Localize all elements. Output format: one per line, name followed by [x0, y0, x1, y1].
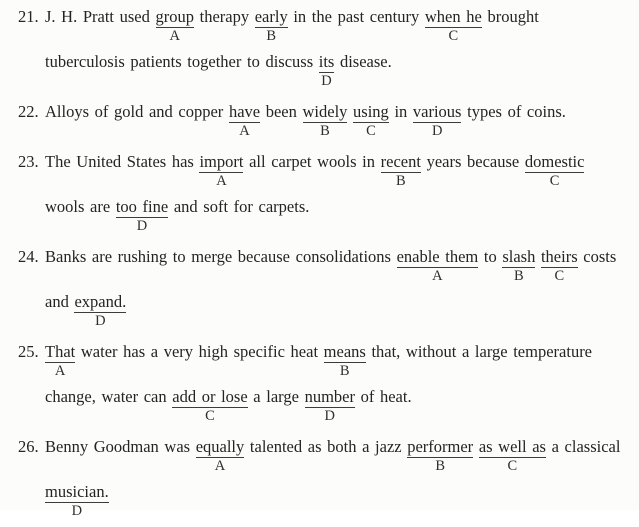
question-text-line: [45, 7, 633, 52]
phrase-text: import: [199, 152, 244, 171]
underlined-phrase: [254, 7, 288, 44]
phrase-text: equally: [195, 437, 245, 456]
choice-letter-b: B: [395, 173, 406, 189]
phrase-text: recent: [380, 152, 421, 171]
phrase-text: various: [412, 102, 462, 121]
underlined-phrase: [228, 102, 261, 139]
question-item: [18, 437, 633, 527]
choice-letter-d: D: [71, 503, 83, 519]
choice-letter-c: C: [549, 173, 560, 189]
question-item: [18, 7, 633, 97]
phrase-text: using: [353, 102, 389, 121]
underlined-phrase: [353, 102, 389, 139]
sentence-text: J. H. Pratt used: [45, 7, 156, 26]
underlined-phrase: [74, 292, 127, 329]
question-body: [45, 247, 633, 337]
underlined-phrase: [380, 152, 421, 189]
phrase-text: early: [254, 7, 288, 26]
underlined-phrase: [172, 387, 248, 424]
sentence-text: tuberculosis patients together to discuss: [45, 52, 319, 71]
phrase-text: widely: [302, 102, 348, 121]
underlined-phrase: [304, 387, 355, 424]
choice-letter-b: B: [320, 123, 330, 139]
question-item: [18, 247, 633, 337]
underlined-phrase: [199, 152, 244, 189]
choice-letter-a: A: [214, 458, 226, 474]
underlined-phrase: [407, 437, 474, 474]
choice-letter-a: A: [169, 28, 180, 44]
sentence-text: of heat.: [354, 387, 412, 406]
phrase-text: musician.: [45, 482, 109, 501]
underlined-phrase: [318, 52, 335, 89]
phrase-text: performer: [407, 437, 474, 456]
choice-letter-b: B: [514, 268, 524, 284]
question-number: 21.: [18, 7, 39, 26]
sentence-text: change, water can: [45, 387, 173, 406]
choice-letter-a: A: [54, 363, 66, 379]
sentence-text: disease.: [334, 52, 392, 71]
question-body: [45, 437, 633, 527]
choice-letter-b: B: [339, 363, 350, 379]
phrase-text: That: [45, 342, 76, 361]
phrase-text: number: [304, 387, 355, 406]
question-text-line: [45, 437, 633, 482]
phrase-text: slash: [502, 247, 536, 266]
choice-letter-a: A: [239, 123, 250, 139]
question-text-line: [45, 197, 633, 242]
sentence-text: and: [45, 292, 75, 311]
question-text-line: [45, 387, 633, 432]
phrase-text: when he: [424, 7, 482, 26]
sentence-text: a large: [247, 387, 305, 406]
sentence-text: that, without a large temperature: [365, 342, 593, 361]
underlined-phrase: [323, 342, 366, 379]
question-number: 24.: [18, 247, 39, 266]
question-item: [18, 152, 633, 242]
choice-letter-c: C: [366, 123, 376, 139]
sentence-text: Banks are rushing to merge because consolidations: [45, 247, 397, 266]
underlined-phrase: [424, 7, 482, 44]
phrase-text: have: [228, 102, 261, 121]
phrase-text: too fine: [115, 197, 169, 216]
underlined-phrase: [302, 102, 348, 139]
sentence-text: Benny Goodman was: [45, 437, 196, 456]
underlined-phrase: [396, 247, 479, 284]
question-item: [18, 102, 633, 147]
sentence-text: in: [388, 102, 413, 121]
choice-letter-c: C: [448, 28, 459, 44]
question-body: [45, 342, 633, 432]
underlined-phrase: [45, 482, 109, 519]
question-text-line: [45, 482, 633, 527]
question-text-line: [45, 52, 633, 97]
choice-letter-b: B: [266, 28, 277, 44]
questions-list: [18, 7, 633, 527]
sentence-text: types of coins.: [461, 102, 566, 121]
choice-letter-d: D: [324, 408, 336, 424]
sentence-text: brought: [481, 7, 539, 26]
question-text-line: [45, 292, 633, 337]
question-text-line: [45, 152, 633, 197]
sentence-text: water has a very high specific heat: [75, 342, 324, 361]
sentence-text: a classical: [545, 437, 621, 456]
question-text-line: [45, 342, 633, 387]
question-number: 23.: [18, 152, 39, 171]
sentence-text: costs: [577, 247, 617, 266]
phrase-text: group: [155, 7, 194, 26]
question-item: [18, 342, 633, 432]
choice-letter-a: A: [216, 173, 227, 189]
choice-letter-d: D: [321, 73, 332, 89]
sentence-text: to: [478, 247, 503, 266]
underlined-phrase: [478, 437, 546, 474]
sentence-text: and soft for carpets.: [168, 197, 310, 216]
sentence-text: years because: [420, 152, 525, 171]
underlined-phrase: [45, 342, 76, 379]
sentence-text: in the past century: [287, 7, 425, 26]
choice-letter-c: C: [507, 458, 518, 474]
underlined-phrase: [412, 102, 462, 139]
underlined-phrase: [540, 247, 578, 284]
sentence-text: all carpet wools in: [243, 152, 381, 171]
question-text-line: [45, 102, 633, 147]
question-number: 26.: [18, 437, 39, 456]
phrase-text: domestic: [524, 152, 585, 171]
phrase-text: its: [318, 52, 335, 71]
phrase-text: means: [323, 342, 366, 361]
phrase-text: enable them: [396, 247, 479, 266]
sentence-text: talented as both a jazz: [244, 437, 408, 456]
underlined-phrase: [195, 437, 245, 474]
underlined-phrase: [155, 7, 195, 44]
sentence-text: wools are: [45, 197, 116, 216]
choice-letter-a: A: [432, 268, 443, 284]
underlined-phrase: [524, 152, 585, 189]
phrase-text: as well as: [478, 437, 546, 456]
question-body: [45, 152, 633, 242]
choice-letter-b: B: [435, 458, 446, 474]
sentence-text: The United States has: [45, 152, 200, 171]
choice-letter-d: D: [136, 218, 148, 234]
question-body: [45, 102, 633, 147]
phrase-text: expand.: [74, 292, 127, 311]
phrase-text: add or lose: [172, 387, 248, 406]
sentence-text: therapy: [194, 7, 255, 26]
sentence-text: been: [260, 102, 303, 121]
question-body: [45, 7, 633, 97]
question-text-line: [45, 247, 633, 292]
underlined-phrase: [115, 197, 169, 234]
choice-letter-d: D: [431, 123, 443, 139]
choice-letter-c: C: [554, 268, 565, 284]
question-number: 25.: [18, 342, 39, 361]
choice-letter-c: C: [205, 408, 215, 424]
phrase-text: theirs: [540, 247, 578, 266]
question-number: 22.: [18, 102, 39, 121]
choice-letter-d: D: [95, 313, 106, 329]
underlined-phrase: [502, 247, 536, 284]
sentence-text: Alloys of gold and copper: [45, 102, 229, 121]
